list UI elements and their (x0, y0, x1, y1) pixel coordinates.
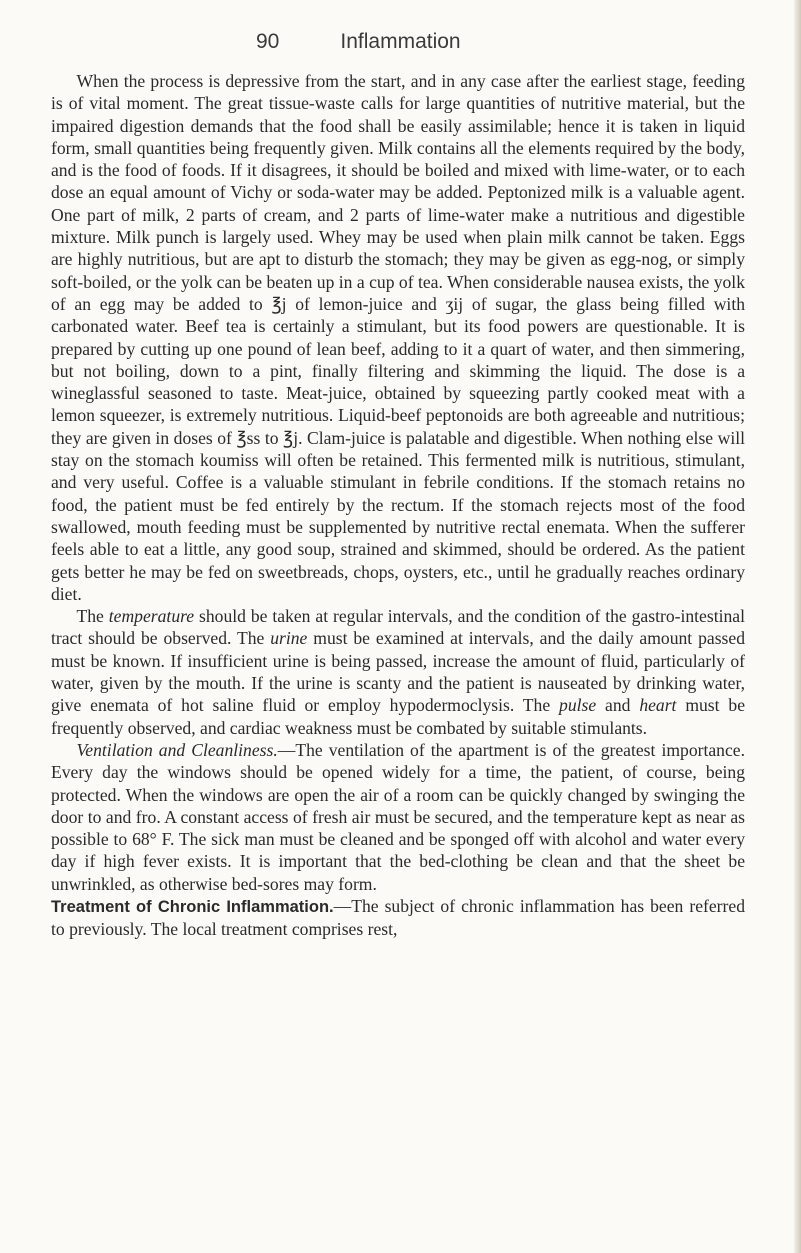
italic-term-pulse: pulse (559, 695, 597, 716)
section-heading-chronic-inflammation: Treatment of Chronic Inflammation. (51, 897, 334, 916)
text-run: must be examined at intervals, and the daily amount passed must be known. If insufficient urine is being passed, increase the amount of fluid, particularly of water, given by the mouth. If the urine is scanty and the patient is nauseated by drinking water, give enemata of hot saline fluid or employ hypodermoclysis. The (51, 628, 745, 716)
page-edge-shadow (794, 0, 801, 1253)
text-run: —The ventilation of the apartment is of the greatest importance. Every day the windows should be opened widely for a time, the patient, of course, being protected. When the windows are open the air of a room can be quickly changed by swinging the door to and fro. A constant access of fresh air must be secured, and the temperature kept as near as possible to 68° F. The sick man must be cleaned and be sponged off with alcohol and water every day if high fever exists. It is important that the bed-clothing be clean and that the sheet be unwrinkled, as otherwise bed-sores may form. (51, 739, 745, 894)
italic-term-temperature: temperature (108, 606, 195, 627)
paragraph-temperature (51, 605, 745, 739)
running-title: Inflammation (340, 30, 461, 53)
paragraph-chronic-inflammation (51, 895, 745, 941)
paragraph-ventilation (51, 739, 745, 895)
text-run: should be taken at regular intervals, and the condition of the gastro-intestinal tract should be observed. The (51, 606, 745, 649)
page-number: 90 (256, 30, 280, 53)
text-run: —The subject of chronic inflammation has been referred to previously. The local treatment comprises rest, (51, 895, 745, 940)
text-run: and (596, 695, 640, 716)
body-text (51, 70, 745, 941)
italic-term-heart: heart (639, 695, 677, 716)
italic-term-urine: urine (270, 628, 308, 649)
subheading-ventilation: Ventilation and Cleanliness. (76, 739, 278, 760)
paragraph-feeding: When the process is depressive from the start, and in any case after the earliest stage, feeding is of vital moment. The great tissue-waste calls for large quantities of nutritive material, but the impaired digestion demands that the food shall be easily assimilable; hence it is taken in liquid form, small quantities being frequently given. Milk contains all the elements required by the body, and is the food of foods. If it disagrees, it should be boiled and mixed with lime-water, or to each dose an equal amount of Vichy or soda-water may be added. Peptonized milk is a valuable agent. One part of milk, 2 parts of cream, and 2 parts of lime-water make a nutritious and digestible mixture. Milk punch is largely used. Whey may be used when plain milk cannot be taken. Eggs are highly nutritious, but are apt to disturb the stomach; they may be given as egg-nog, or simply soft-boiled, or the yolk can be beaten up in a cup of tea. When considerable nausea exists, the yolk of an egg may be added to ℥j of lemon-juice and ʒij of sugar, the glass being filled with carbonated water. Beef tea is certainly a stimulant, but its food powers are questionable. It is prepared by cutting up one pound of lean beef, adding to it a quart of water, and then simmering, but not boiling, down to a pint, finally filtering and skimming the liquid. The dose is a wineglassful seasoned to taste. Meat-juice, obtained by squeezing partly cooked meat with a lemon squeezer, is extremely nutritious. Liquid-beef peptonoids are both agreeable and nutritious; they are given in doses of ℥ss to ℥j. Clam-juice is palatable and digestible. When nothing else will stay on the stomach koumiss will often be retained. This fermented milk is nutritious, stimulant, and very useful. Coffee is a valuable stimulant in febrile conditions. If the stomach retains no food, the patient must be fed entirely by the rectum. If the stomach rejects most of the food swallowed, mouth feeding must be supplemented by nutritive rectal enemata. When the sufferer feels able to eat a little, any good soup, strained and skimmed, should be ordered. As the patient gets better he may be fed on sweetbreads, chops, oysters, etc., until he gradually reaches ordinary diet. (51, 71, 745, 604)
text-run: The (76, 606, 109, 627)
text-run: must be frequently observed, and cardiac weakness must be combated by suitable stimulants. (51, 695, 746, 738)
page-header (0, 30, 801, 60)
